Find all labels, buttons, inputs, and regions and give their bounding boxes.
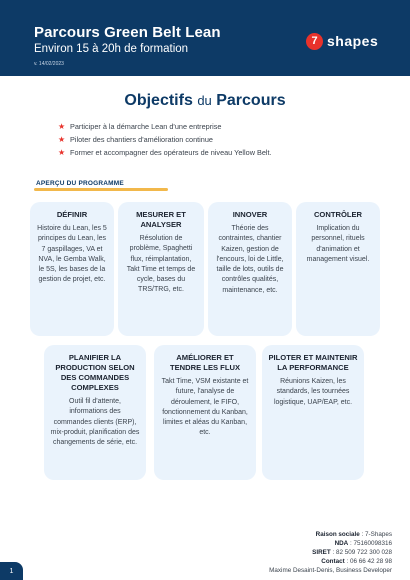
card-body: Théorie des contraintes, chantier Kaizen, gestion de l'encours, loi de Little, taille de lots, outils de contrôles qualités, maintenance, etc. [216, 225, 284, 294]
logo-mark: 7 [306, 33, 323, 50]
objectives-title-part3: Parcours [216, 92, 286, 109]
program-card-mesurer [118, 202, 204, 336]
star-icon: ★ [58, 135, 66, 144]
objectives-title-part2: du [197, 93, 212, 108]
logo-text: shapes [327, 33, 379, 49]
card-body: Réunions Kaizen, les standards, les tournées logistique, UAP/EAP, etc. [273, 378, 353, 406]
card-body: Histoire du Lean, les 5 principes du Lean, les 7 gaspillages, VA et NVA, le Gemba Walk, le 5S, les bases de la gestion de projet, etc. [37, 225, 107, 284]
card-title: DÉFINIR [56, 210, 88, 219]
siret-value: : 82 509 722 300 028 [330, 549, 392, 556]
objective-text: Participer à la démarche Lean d'une entreprise [70, 122, 222, 131]
objective-item [58, 120, 272, 133]
siret-line [269, 548, 392, 557]
star-icon: ★ [58, 122, 66, 131]
card-title: PILOTER ET MAINTENIR LA PERFORMANCE [268, 353, 358, 372]
company-info [269, 530, 392, 575]
raison-sociale-line [269, 530, 392, 539]
program-card-piloter [262, 345, 364, 480]
header-banner [0, 0, 410, 76]
contact-value: : 06 66 42 28 98 [344, 558, 392, 565]
nda-line [269, 539, 392, 548]
star-icon: ★ [58, 148, 66, 157]
card-title: AMÉLIORER ET TENDRE LES FLUX [169, 353, 241, 372]
objective-item [58, 133, 272, 146]
card-body: Résolution de problème, Spaghetti flux, réimplantation, Takt Time et temps de cycle, bases du TRS/TRG, etc. [126, 235, 196, 294]
raison-value: : 7-Shapes [359, 531, 392, 538]
objective-item [58, 146, 272, 159]
card-title: INNOVER [232, 210, 268, 219]
program-label-underline [34, 188, 168, 191]
program-card-innover [208, 202, 292, 336]
logo [306, 32, 378, 50]
card-title: MESURER ET ANALYSER [136, 210, 186, 229]
nda-value: : 75160098316 [348, 540, 392, 547]
card-title: PLANIFIER LA PRODUCTION SELON DES COMMANDES COMPLEXES [55, 353, 135, 392]
program-card-ameliorer [154, 345, 256, 480]
objectives-title [0, 92, 410, 110]
page-subtitle: Environ 15 à 20h de formation [34, 43, 189, 55]
contact-line [269, 557, 392, 566]
card-body: Takt Time, VSM existante et future, l'analyse de déroulement, le FIFO, fonctionnement du Kanban, limites et aléas du Kanban, etc. [161, 378, 249, 437]
contact-label: Contact [321, 558, 345, 565]
objectives-list [58, 120, 272, 159]
page-number: 1 [0, 562, 23, 580]
program-label: APERÇU DU PROGRAMME [36, 180, 124, 187]
objective-text: Former et accompagner des opérateurs de niveau Yellow Belt. [70, 148, 272, 157]
objectives-title-part1: Objectifs [124, 92, 193, 109]
card-body: Implication du personnel, rituels d'animation et management visuel. [306, 225, 370, 263]
page-title: Parcours Green Belt Lean [34, 24, 221, 41]
nda-label: NDA [334, 540, 349, 547]
card-body: Outil fil d'attente, informations des commandes clients (ERP), mix-produit, planification des changements de série, etc. [50, 398, 140, 447]
program-card-definir [30, 202, 114, 336]
program-card-planifier [44, 345, 146, 480]
contact-person: Maxime Desaint-Denis, Business Developer [269, 567, 392, 574]
siret-label: SIRET [312, 549, 331, 556]
raison-label: Raison sociale [315, 531, 360, 538]
version-label: v. 14/02/2023 [34, 61, 64, 67]
objective-text: Piloter des chantiers d'amélioration continue [70, 135, 213, 144]
card-title: CONTRÔLER [313, 210, 363, 219]
program-card-controler [296, 202, 380, 336]
